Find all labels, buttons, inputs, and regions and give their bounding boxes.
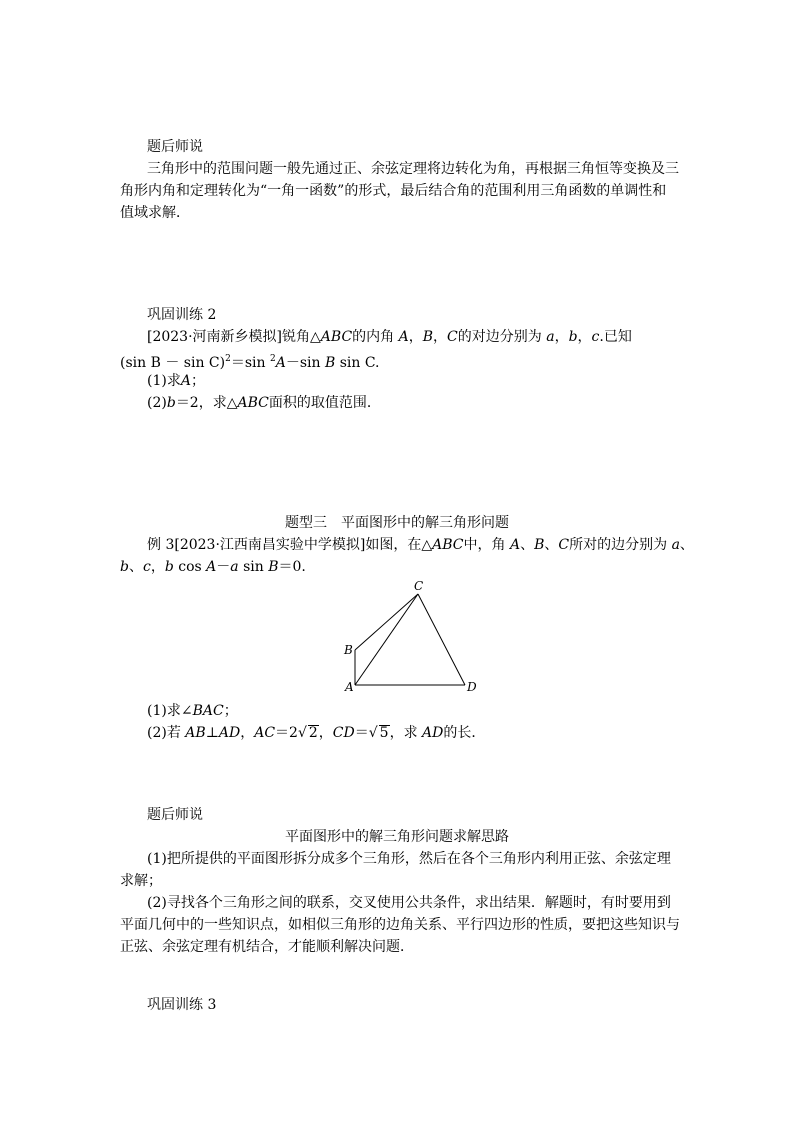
section1-para-line1: 三角形中的范围问题一般先通过正、余弦定理将边转化为角，再根据三角恒等变换及三 [147,161,679,177]
label-c: C [414,579,424,593]
exercise3-heading: 巩固训练 3 [147,997,217,1013]
segment-ac [355,594,418,685]
example3-line2: b、c，b cos A－a sin B＝0. [120,559,306,575]
section2-p1-line1: (1)把所提供的平面图形拆分成多个三角形，然后在各个三角形内利用正弦、余弦定理 [147,851,671,867]
type3-title: 题型三 平面图形中的解三角形问题 [285,515,509,531]
section2-p2-line2: 平面几何中的一些知识点，如相似三角形的边角关系、平行四边形的性质，要把这些知识与 [120,917,680,933]
exercise2-q2: (2)b＝2，求△ABC面积的取值范围． [147,395,381,411]
label-d: D [467,680,477,694]
section2-p2-line3: 正弦、余弦定理有机结合，才能顺利解决问题． [120,939,414,955]
example3-q1: (1)求∠BAC； [147,703,238,719]
segment-cd [418,594,465,685]
section2-p2-line1: (2)寻找各个三角形之间的联系，交叉使用公共条件，求出结果．解题时，有时要用到 [147,895,671,911]
label-a: A [345,680,354,694]
segment-bc [355,594,418,650]
triangle-figure [330,576,490,696]
section2-heading: 题后师说 [147,807,203,823]
exercise2-heading: 巩固训练 2 [147,307,217,323]
label-b: B [344,643,353,657]
section1-heading: 题后师说 [147,139,203,155]
exercise2-q1: (1)求A； [147,373,205,389]
section1-para-line2: 角形内角和定理转化为“一角一函数”的形式，最后结合角的范围利用三角函数的单调性和 [120,183,667,199]
example3-q2: (2)若 AB⊥AD，AC＝2√ 2，CD＝√ 5，求 AD的长． [147,725,486,741]
exercise2-line2: (sin B － sin C)$^2$＝sin $^2$A－sin B sin C. [120,354,380,371]
section1-para-line3: 值域求解． [120,205,190,221]
section2-p1-line2: 求解； [120,873,162,889]
example3-line1: 例 3[2023·江西南昌实验中学模拟]如图，在△ABC中，角 A、B、C所对的边分别为 a、 [147,537,694,553]
section2-subtitle: 平面图形中的解三角形问题求解思路 [285,829,509,845]
exercise2-line1: [2023·河南新乡模拟]锐角△ABC的内角 A，B，C的对边分别为 a，b，c.已知 [147,329,632,345]
